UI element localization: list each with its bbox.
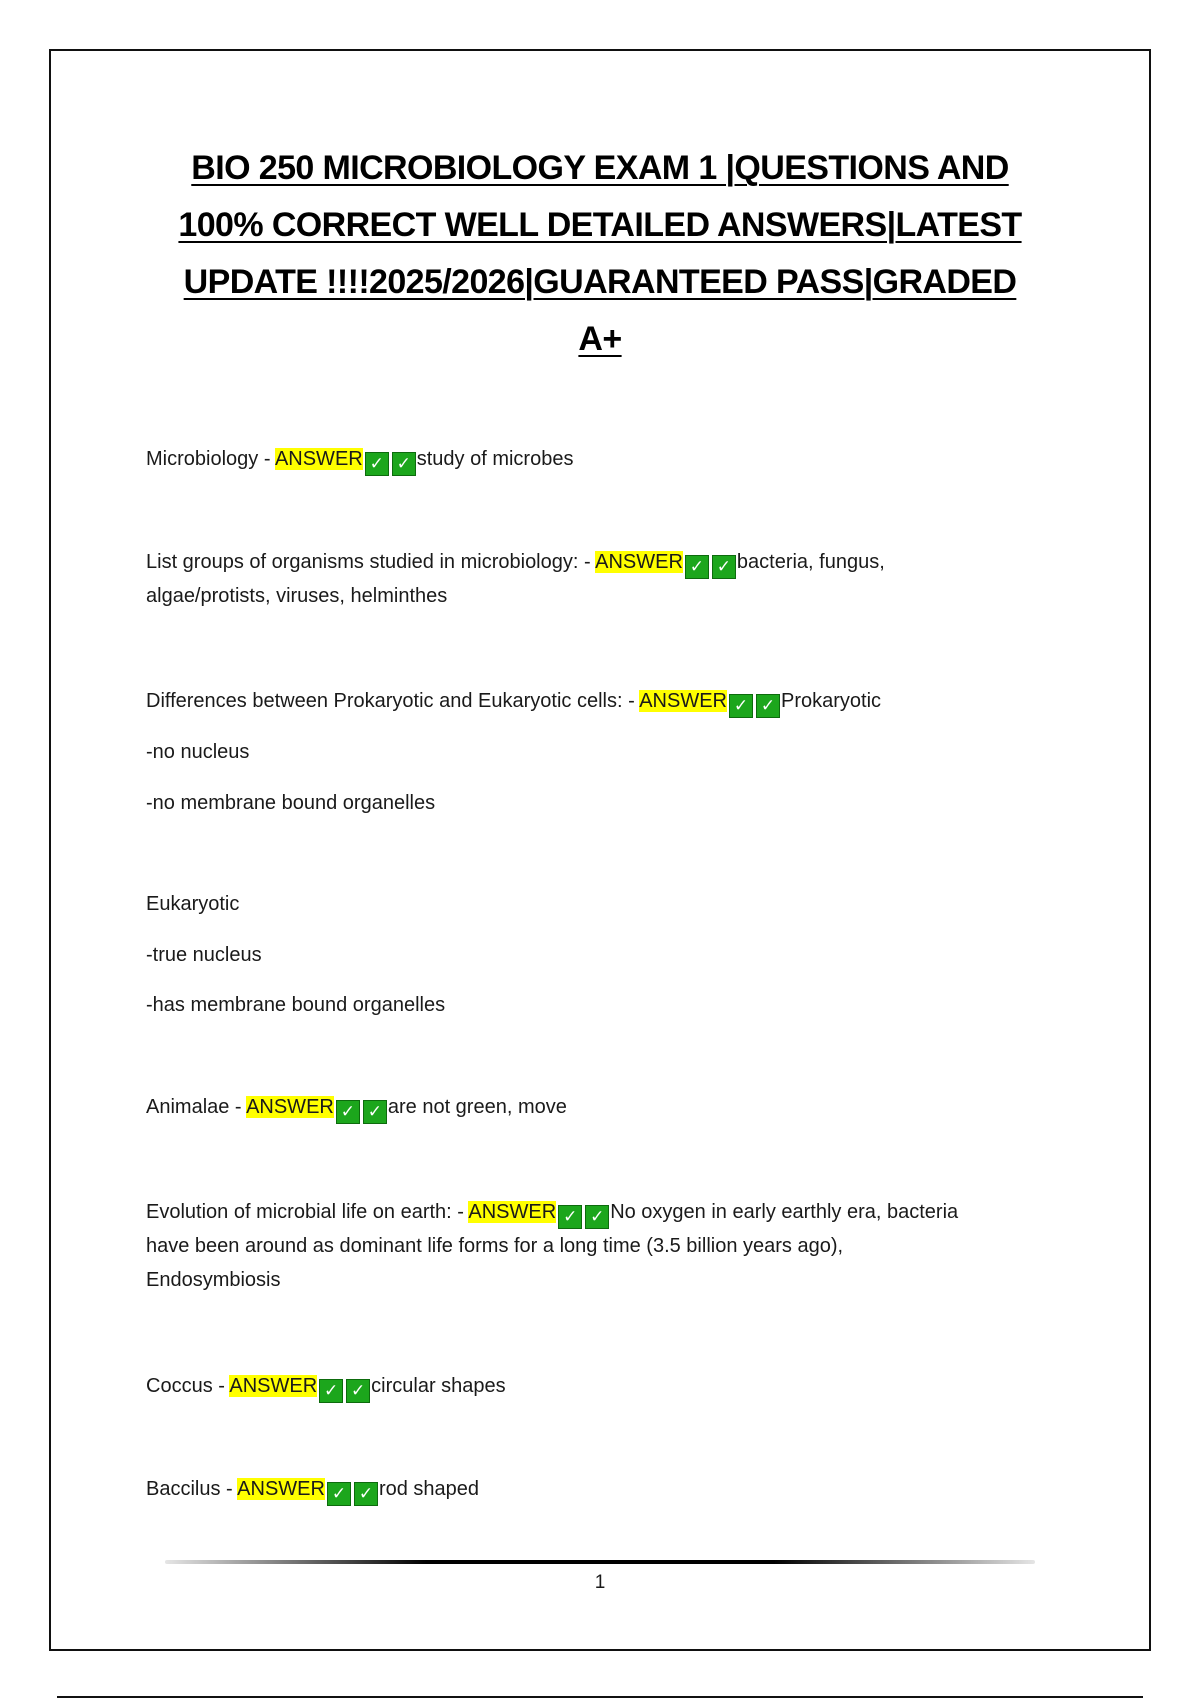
- check-mark-icon: ✓: [365, 452, 389, 476]
- check-mark-icon: ✓: [392, 452, 416, 476]
- answer-tag: ANSWER: [639, 690, 727, 712]
- answer-text: circular shapes: [371, 1375, 506, 1397]
- document-title: [80, 140, 1120, 368]
- qa-entry-coccus: [146, 1369, 1066, 1403]
- question-text: Evolution of microbial life on earth: -: [146, 1201, 469, 1223]
- qa-line: [146, 684, 1066, 718]
- question-text: Animalae -: [146, 1096, 247, 1118]
- answer-continuation: have been around as dominant life forms for a long time (3.5 billion years ago),: [146, 1235, 844, 1257]
- answer-tag: ANSWER: [246, 1096, 334, 1118]
- answer-detail-line: -no membrane bound organelles: [146, 792, 436, 814]
- question-text: Microbiology -: [146, 448, 275, 470]
- title-line: BIO 250 MICROBIOLOGY EXAM 1 |QUESTIONS AND: [191, 149, 1009, 187]
- qa-entry-animalae: [146, 1090, 1066, 1124]
- answer-text: bacteria, fungus,: [736, 551, 885, 573]
- qa-line: [146, 1195, 1066, 1229]
- qa-entry-cell-differences: [146, 684, 1066, 718]
- question-text: Differences between Prokaryotic and Eukaryotic cells: -: [146, 690, 640, 712]
- check-mark-icon: ✓: [756, 694, 780, 718]
- answer-text: rod shaped: [378, 1478, 480, 1500]
- question-text: Baccilus -: [146, 1478, 238, 1500]
- title-line: 100% CORRECT WELL DETAILED ANSWERS|LATEST: [178, 206, 1022, 244]
- answer-continuation: algae/protists, viruses, helminthes: [146, 585, 448, 607]
- qa-line: [146, 545, 1066, 579]
- qa-line: [146, 1369, 1066, 1403]
- answer-tag: ANSWER: [229, 1375, 318, 1397]
- title-line: UPDATE !!!!2025/2026|GUARANTEED PASS|GRADED: [183, 263, 1017, 301]
- answer-tag: ANSWER: [237, 1478, 325, 1500]
- check-mark-icon: ✓: [354, 1482, 378, 1506]
- answer-detail-line: Eukaryotic: [146, 893, 240, 915]
- qa-entry-baccilus: [146, 1472, 1066, 1506]
- check-mark-icon: ✓: [336, 1100, 360, 1124]
- question-text: Coccus -: [146, 1375, 230, 1397]
- check-mark-icon: ✓: [558, 1205, 582, 1229]
- answer-tag: ANSWER: [274, 448, 363, 470]
- answer-text: Prokaryotic: [781, 690, 882, 712]
- qa-line: [146, 1472, 1066, 1506]
- check-mark-icon: ✓: [319, 1379, 343, 1403]
- answer-text: are not green, move: [387, 1096, 567, 1118]
- answer-detail-line: -true nucleus: [146, 944, 262, 966]
- answer-detail-line: -no nucleus: [146, 741, 250, 763]
- qa-entry-evolution: [146, 1195, 1066, 1297]
- page-bottom-rule: [57, 1696, 1143, 1698]
- answer-detail-line: -has membrane bound organelles: [146, 994, 446, 1016]
- check-mark-icon: ✓: [685, 555, 709, 579]
- answer-tag: ANSWER: [468, 1201, 557, 1223]
- qa-line: [146, 1090, 1066, 1124]
- check-mark-icon: ✓: [346, 1379, 370, 1403]
- check-mark-icon: ✓: [729, 694, 753, 718]
- qa-line: [146, 442, 1066, 476]
- answer-text: study of microbes: [416, 448, 574, 470]
- page-number: 1: [594, 1572, 606, 1593]
- answer-tag: ANSWER: [595, 551, 683, 573]
- check-mark-icon: ✓: [327, 1482, 351, 1506]
- answer-continuation: Endosymbiosis: [146, 1269, 281, 1291]
- check-mark-icon: ✓: [585, 1205, 609, 1229]
- qa-entry-organism-groups: [146, 545, 1066, 613]
- check-mark-icon: ✓: [363, 1100, 387, 1124]
- footer-rule: [165, 1560, 1035, 1564]
- check-mark-icon: ✓: [712, 555, 736, 579]
- qa-entry-microbiology: [146, 442, 1066, 476]
- question-text: List groups of organisms studied in microbiology: -: [146, 551, 596, 573]
- answer-text: No oxygen in early earthly era, bacteria: [610, 1201, 959, 1223]
- title-line: A+: [578, 320, 622, 358]
